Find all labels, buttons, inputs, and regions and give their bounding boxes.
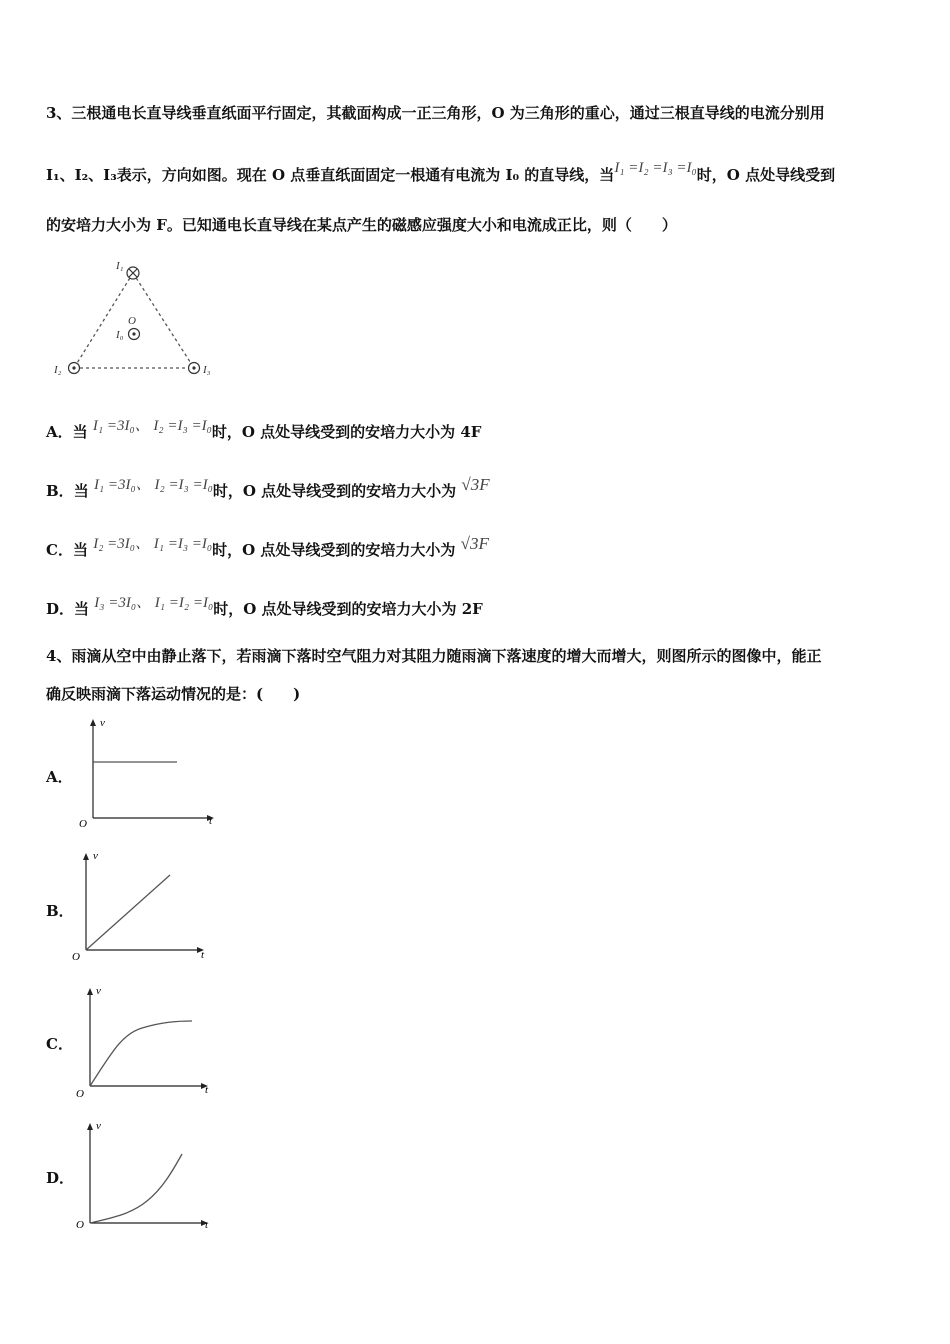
- x-axis-label: t: [201, 949, 205, 961]
- q4-graph-d[interactable]: [72, 1117, 222, 1235]
- y-axis-label: v: [100, 717, 105, 729]
- option-post: 时，O 点处导线受到的安培力大小为 2F: [213, 600, 483, 618]
- option-answer-formula: √3F: [460, 534, 489, 553]
- q4-graph-c[interactable]: [72, 982, 222, 1100]
- q3-stem-line1: 3、三根通电长直导线垂直纸面平行固定，其截面构成一正三角形，O 为三角形的重心，通过三根直导线的电流分别用: [46, 104, 825, 122]
- x-axis-label: t: [205, 1084, 209, 1096]
- q3-stem-line3: 的安培力大小为 F。已知通电长直导线在某点产生的磁感应强度大小和电流成正比，则（ ）: [46, 216, 677, 234]
- y-axis-label: v: [93, 850, 98, 862]
- q3-option-a[interactable]: [46, 418, 482, 442]
- triangle-side-left: [74, 273, 133, 368]
- curve-saturating: [90, 1021, 192, 1086]
- label-i1: I₁: [116, 260, 124, 272]
- wire-i2-out-of-page-icon: [69, 363, 80, 374]
- q4-stem-line2: 确反映雨滴下落运动情况的是：( ): [46, 685, 301, 703]
- origin-label: O: [76, 1219, 84, 1231]
- x-axis-label: t: [205, 1219, 209, 1231]
- y-axis-arrow-icon: [83, 853, 89, 860]
- q3-option-c[interactable]: [46, 534, 489, 560]
- label-i0: I₀: [116, 329, 124, 341]
- q3-stem-line2-formula: I₁ =I₂ =I₃ =I₀: [614, 160, 697, 176]
- y-axis-label: v: [96, 985, 101, 997]
- option-letter: B．: [46, 482, 74, 500]
- q3-option-b[interactable]: [46, 475, 490, 501]
- y-axis-arrow-icon: [87, 988, 93, 995]
- q4-option-b[interactable]: B．: [46, 902, 74, 920]
- curve-accelerating: [90, 1154, 182, 1223]
- q4-graph-b[interactable]: [66, 848, 216, 963]
- origin-label: O: [72, 951, 80, 963]
- wire-i1-into-page-icon: [127, 267, 139, 279]
- y-axis-label: v: [96, 1120, 101, 1132]
- x-axis-label: t: [209, 815, 213, 827]
- q3-stem-line2-text-a: I₁、I₂、I₃表示，方向如图。现在 O 点垂直纸面固定一根通有电流为 I₀ 的直导线，当: [46, 166, 615, 184]
- q3-option-d[interactable]: [46, 595, 483, 619]
- q3-stem-line2: [46, 160, 836, 185]
- y-axis-arrow-icon: [90, 719, 96, 726]
- curve-linear: [86, 875, 170, 950]
- option-formula: I₁ =3I₀、 I₂ =I₃ =I₀: [92, 418, 212, 434]
- option-formula: I₁ =3I₀、 I₂ =I₃ =I₀: [93, 477, 213, 493]
- option-letter: C．: [46, 541, 73, 559]
- origin-label: O: [76, 1088, 84, 1100]
- option-pre: 当: [73, 482, 89, 500]
- option-answer-formula: √3F: [461, 475, 490, 494]
- option-pre: 当: [72, 541, 88, 559]
- wire-i3-out-of-page-icon: [189, 363, 200, 374]
- option-letter: A．: [46, 423, 73, 441]
- option-pre: 当: [74, 600, 90, 618]
- q3-wire-triangle-figure: [44, 252, 224, 387]
- label-i2: I₂: [54, 364, 62, 376]
- q3-stem-line2-text-b: 时，O 点处导线受到: [696, 166, 836, 184]
- label-i3: I₃: [203, 364, 211, 376]
- wire-i0-out-of-page-icon: [129, 329, 140, 340]
- label-o: O: [128, 315, 136, 327]
- q4-option-c[interactable]: C．: [46, 1035, 73, 1053]
- option-formula: I₃ =3I₀、 I₁ =I₂ =I₀: [94, 595, 214, 611]
- triangle-side-right: [133, 273, 194, 368]
- option-post: 时，O 点处导线受到的安培力大小为: [212, 482, 457, 500]
- option-formula: I₂ =3I₀、 I₁ =I₃ =I₀: [93, 536, 213, 552]
- q4-stem-line1: 4、雨滴从空中由静止落下，若雨滴下落时空气阻力对其阻力随雨滴下落速度的增大而增大，则图所示的图像中，能正: [46, 647, 822, 665]
- option-pre: 当: [72, 423, 88, 441]
- origin-label: O: [79, 818, 87, 830]
- q4-option-a[interactable]: A．: [46, 768, 73, 786]
- q4-graph-a[interactable]: [76, 716, 221, 831]
- q4-option-d[interactable]: D．: [46, 1169, 75, 1187]
- y-axis-arrow-icon: [87, 1123, 93, 1130]
- option-post: 时，O 点处导线受到的安培力大小为: [212, 541, 456, 559]
- option-letter: D．: [46, 600, 75, 618]
- option-post: 时，O 点处导线受到的安培力大小为 4F: [211, 423, 482, 441]
